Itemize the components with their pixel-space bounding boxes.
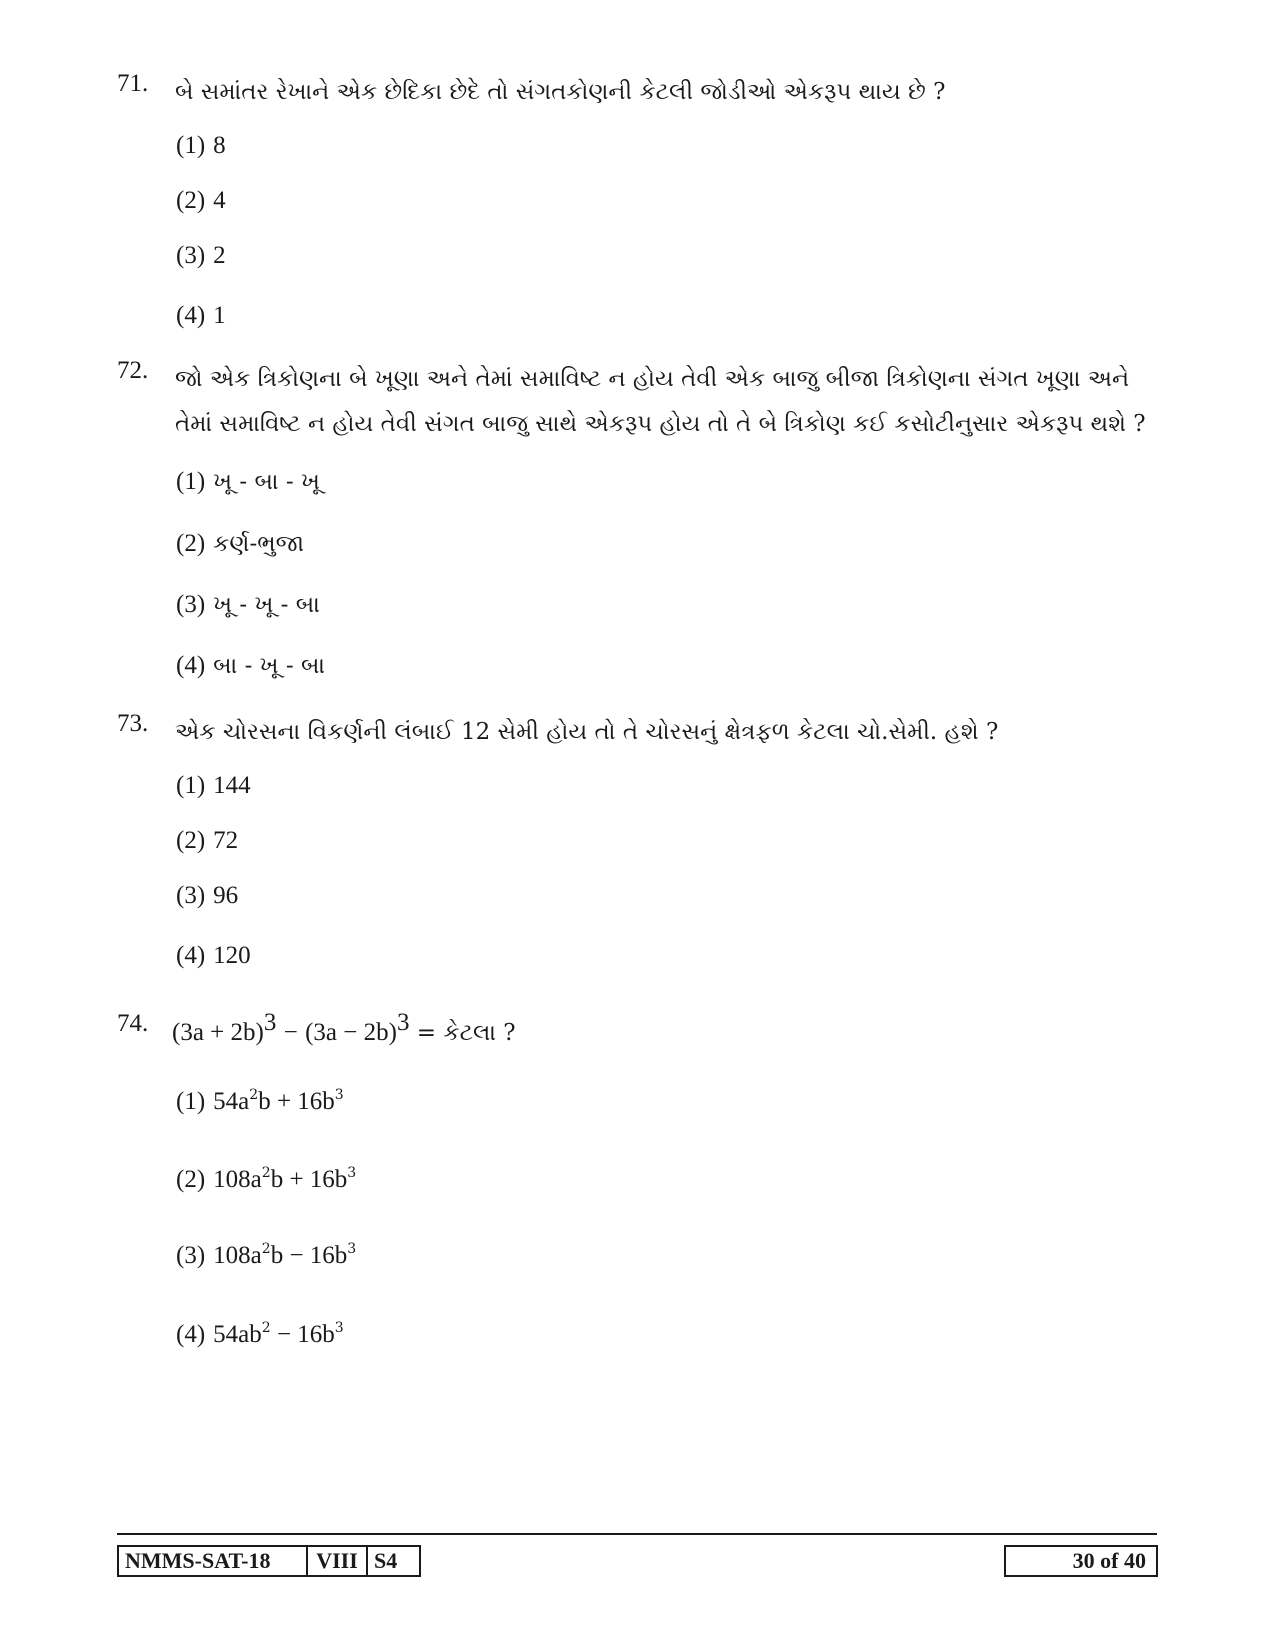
option-label: (2) xyxy=(176,530,206,557)
expr-term: (3a + 2b) xyxy=(172,1019,264,1046)
option-74-2 xyxy=(176,1166,356,1194)
option-exponent: 2 xyxy=(261,1165,271,1181)
question-number: 71. xyxy=(117,70,149,97)
option-label: (1) xyxy=(176,772,206,799)
question-number: 74. xyxy=(117,1010,149,1037)
option-label: (3) xyxy=(176,591,206,618)
footer-exam-code: NMMS-SAT-18 xyxy=(117,1545,308,1577)
option-value: ખૂ - ખૂ - બા xyxy=(213,592,320,618)
option-72-4 xyxy=(176,652,325,680)
option-label: (1) xyxy=(176,468,206,495)
option-value: 4 xyxy=(213,187,226,214)
option-value: 54ab xyxy=(213,1321,262,1348)
expr-operator: − xyxy=(283,1019,298,1046)
question-text xyxy=(175,70,1175,115)
option-exponent: 2 xyxy=(261,1241,271,1257)
option-value: 8 xyxy=(213,132,226,159)
question-text xyxy=(175,357,1175,447)
option-value: 1 xyxy=(213,302,226,329)
option-71-4 xyxy=(176,302,226,330)
option-label: (4) xyxy=(176,942,206,969)
option-exponent: 3 xyxy=(334,1087,344,1103)
option-72-3 xyxy=(176,591,320,619)
question-line: એક ચોરસના વિકર્ણની લંબાઈ 12 સેમી હોય તો તે ચોરસનું ક્ષેત્રફળ કેટલા ચો.સેમી. હશે ? xyxy=(175,719,999,745)
question-line: જો એક ત્રિકોણના બે ખૂણા અને તેમાં સમાવિષ્ટ ન હોય તેવી એક બાજુ બીજા ત્રિકોણના સંગત ખૂણા અને xyxy=(175,366,1130,392)
option-exponent: 2 xyxy=(261,1320,271,1336)
option-74-3 xyxy=(176,1242,356,1270)
option-value: b + 16b xyxy=(258,1088,335,1115)
question-line: બે સમાંતર રેખાને એક છેદિકા છેદે તો સંગતકોણની કેટલી જોડીઓ એકરૂપ થાય છે ? xyxy=(175,79,946,105)
option-value: 108a xyxy=(213,1242,262,1269)
option-exponent: 3 xyxy=(347,1165,357,1181)
option-label: (1) xyxy=(176,132,206,159)
option-value: 108a xyxy=(213,1166,262,1193)
option-label: (4) xyxy=(176,1321,206,1348)
expr-tail: = કેટલા ? xyxy=(416,1020,516,1046)
option-value: 2 xyxy=(213,242,226,269)
option-73-1 xyxy=(176,772,251,800)
option-value: ખૂ - બા - ખૂ xyxy=(213,469,320,495)
option-71-1 xyxy=(176,132,226,160)
option-73-2 xyxy=(176,827,238,855)
footer-set: S4 xyxy=(366,1545,421,1577)
option-value: 120 xyxy=(213,942,251,969)
option-72-2 xyxy=(176,530,304,558)
question-line: તેમાં સમાવિષ્ટ ન હોય તેવી સંગત બાજુ સાથે એકરૂપ હોય તો તે બે ત્રિકોણ કઈ કસોટીનુસાર એકરૂપ થશે ? xyxy=(175,411,1146,437)
option-value: − 16b xyxy=(270,1321,335,1348)
option-value: બા - ખૂ - બા xyxy=(213,653,326,679)
option-exponent: 2 xyxy=(249,1087,259,1103)
question-expression xyxy=(172,1010,1172,1056)
question-text xyxy=(175,710,1175,755)
option-value: 72 xyxy=(213,827,239,854)
option-label: (2) xyxy=(176,827,206,854)
question-number: 72. xyxy=(117,357,149,384)
option-value: 54a xyxy=(213,1088,250,1115)
question-number: 73. xyxy=(117,710,149,737)
option-label: (3) xyxy=(176,242,206,269)
option-label: (2) xyxy=(176,1166,206,1193)
option-value: b − 16b xyxy=(270,1242,348,1269)
option-value: b + 16b xyxy=(270,1166,348,1193)
footer-divider xyxy=(117,1533,1157,1535)
option-exponent: 3 xyxy=(347,1241,357,1257)
option-value: 144 xyxy=(213,772,251,799)
option-73-4 xyxy=(176,942,251,970)
option-value: 96 xyxy=(213,882,239,909)
expr-exponent: 3 xyxy=(263,1009,277,1036)
option-label: (2) xyxy=(176,187,206,214)
option-71-2 xyxy=(176,187,226,215)
option-label: (4) xyxy=(176,302,206,329)
option-74-4 xyxy=(176,1321,344,1349)
option-exponent: 3 xyxy=(334,1320,344,1336)
option-label: (4) xyxy=(176,652,206,679)
option-label: (1) xyxy=(176,1088,206,1115)
option-73-3 xyxy=(176,882,238,910)
expr-exponent: 3 xyxy=(396,1009,410,1036)
option-74-1 xyxy=(176,1088,344,1116)
footer-standard: VIII xyxy=(306,1545,368,1577)
option-72-1 xyxy=(176,468,320,496)
footer-page-number: 30 of 40 xyxy=(1004,1545,1158,1577)
option-value: કર્ણ-ભુજા xyxy=(213,531,305,557)
option-label: (3) xyxy=(176,882,206,909)
expr-term: (3a − 2b) xyxy=(305,1019,397,1046)
option-label: (3) xyxy=(176,1242,206,1269)
option-71-3 xyxy=(176,242,226,270)
